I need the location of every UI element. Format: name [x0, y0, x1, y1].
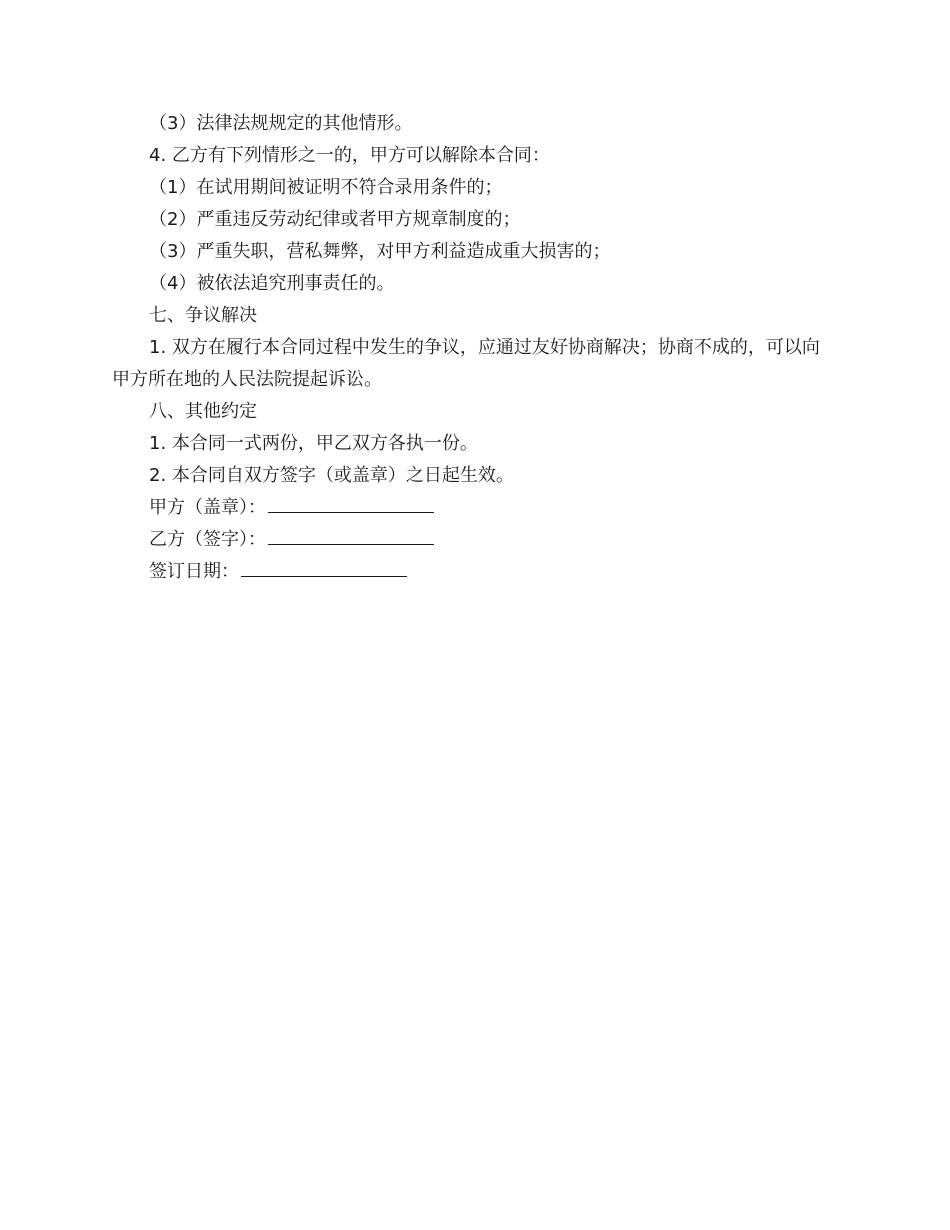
- signature-party-a: [112, 492, 827, 524]
- signature-date-line: [241, 558, 407, 577]
- signature-date: [112, 556, 827, 588]
- paragraph-other-circumstances: （3）法律法规规定的其他情形。: [149, 113, 413, 134]
- signature-party-b-label: 乙方（签字）：: [149, 529, 266, 550]
- paragraph-dispute-resolution: 1. 双方在履行本合同过程中发生的争议，应通过友好协商解决；协商不成的，可以向甲方所在地的人民法院提起诉讼。: [112, 337, 820, 390]
- paragraph-termination-clause: 4. 乙方有下列情形之一的，甲方可以解除本合同：: [149, 145, 550, 166]
- signature-party-a-line: [268, 494, 434, 513]
- signature-party-b: [112, 524, 827, 556]
- paragraph-copies: 1. 本合同一式两份，甲乙双方各执一份。: [149, 433, 478, 454]
- paragraph-dereliction: （3）严重失职，营私舞弊，对甲方利益造成重大损害的；: [149, 241, 611, 262]
- section-heading-other: 八、其他约定: [149, 401, 257, 422]
- signature-party-a-label: 甲方（盖章）：: [149, 497, 266, 518]
- document-body: [112, 108, 827, 588]
- paragraph-probation-condition: （1）在试用期间被证明不符合录用条件的；: [149, 177, 503, 198]
- paragraph-effective: 2. 本合同自双方签字（或盖章）之日起生效。: [149, 465, 514, 486]
- section-heading-dispute: 七、争议解决: [149, 305, 257, 326]
- paragraph-criminal-liability: （4）被依法追究刑事责任的。: [149, 273, 395, 294]
- signature-party-b-line: [268, 526, 434, 545]
- signature-date-label: 签订日期：: [149, 561, 239, 582]
- paragraph-discipline-violation: （2）严重违反劳动纪律或者甲方规章制度的；: [149, 209, 521, 230]
